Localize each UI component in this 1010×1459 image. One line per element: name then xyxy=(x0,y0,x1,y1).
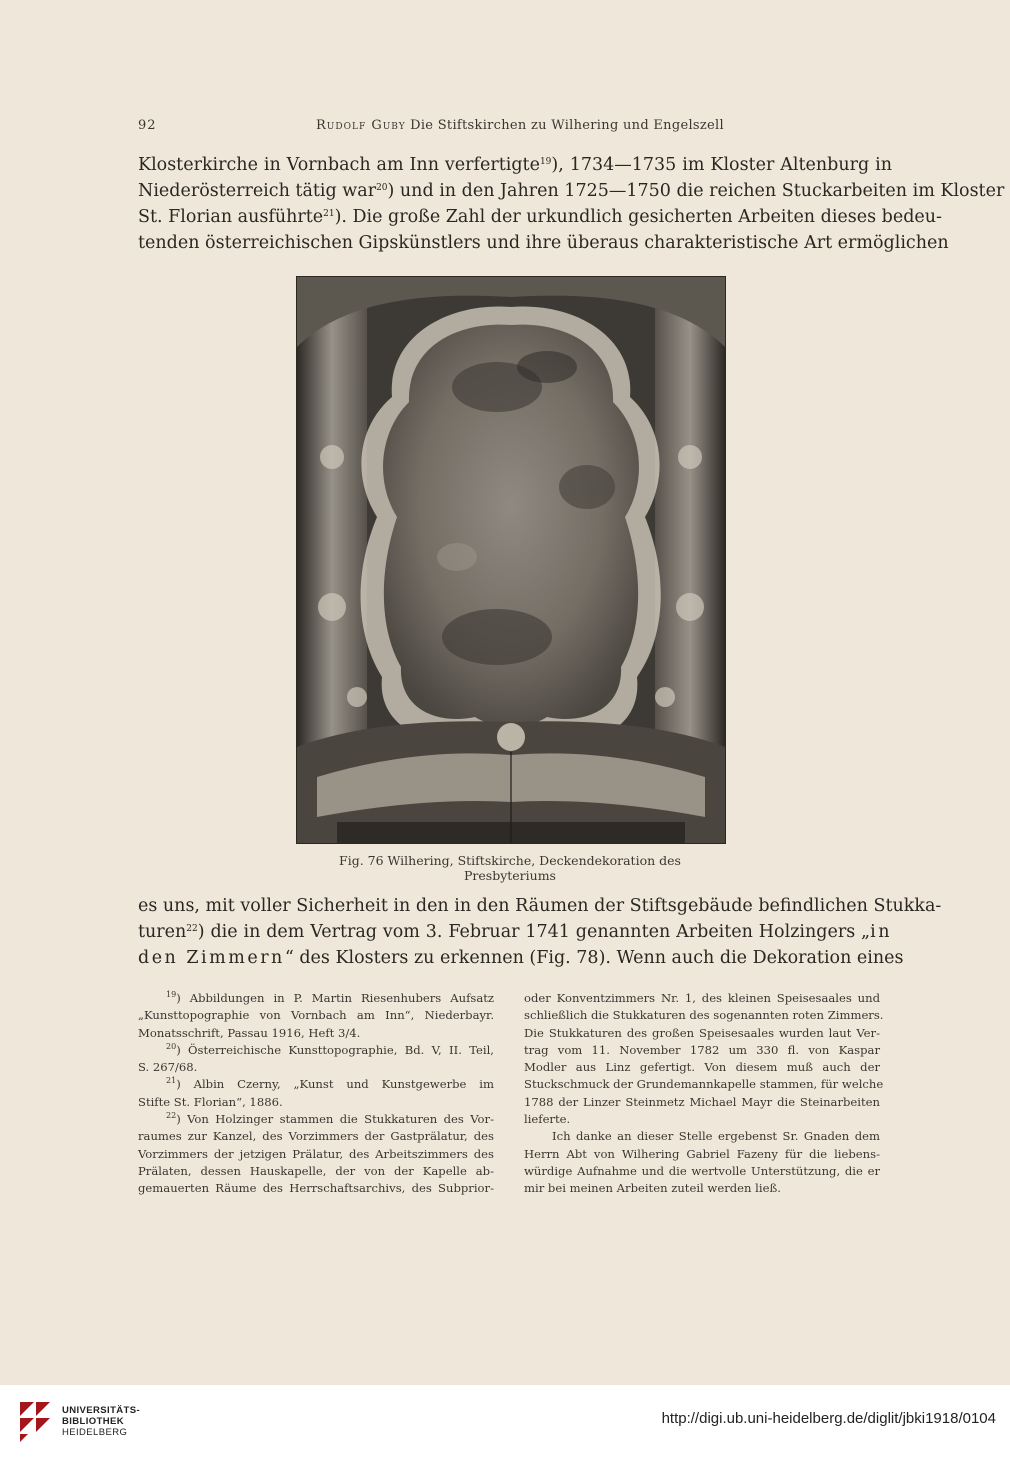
footnote-line: $^{22}$) Von Holzinger stammen die Stukkaturen des Vor- xyxy=(166,1111,494,1127)
footnote-line: „Kunsttopographie von Vornbach am Inn“, Niederbayr. xyxy=(138,1008,494,1023)
footnote-line: 1788 der Linzer Steinmetz Michael Mayr die Steinarbeiten xyxy=(524,1094,880,1109)
running-title-text: Die Stiftskirchen zu Wilhering und Engelszell xyxy=(410,118,724,133)
footnote-line: S. 267/68. xyxy=(138,1060,198,1075)
footnote-line: Prälaten, dessen Hauskapelle, der von der Kapelle ab- xyxy=(138,1163,494,1178)
footnote-line: Vorzimmers der jetzigen Prälatur, des Arbeitszimmers des xyxy=(138,1146,494,1161)
footnote-line: Modler aus Linz gefertigt. Von diesem muß auch der xyxy=(524,1060,880,1075)
footnote-line: oder Konventzimmers Nr. 1, des kleinen Speisesaales und xyxy=(524,991,880,1005)
library-name: UNIVERSITÄTS- BIBLIOTHEK HEIDELBERG xyxy=(62,1405,141,1438)
paragraph-1 xyxy=(138,152,1005,256)
footnote-line: lieferte. xyxy=(524,1112,571,1127)
footnote-ref-22: 22 xyxy=(186,924,198,934)
running-head xyxy=(138,118,892,134)
text-line: den Zimmern“ des Klosters zu erkennen (Fig. 78). Wenn auch die Dekoration eines xyxy=(138,948,904,968)
footnotes-left-column xyxy=(138,990,494,1198)
library-logo-icon xyxy=(20,1402,54,1442)
text-line: turen$^{22}$) die in dem Vertrag vom 3. Februar 1741 genannten Arbeiten Holzingers „in xyxy=(138,922,892,942)
footnote-line: Ich danke an dieser Stelle ergebenst Sr. Gnaden dem xyxy=(552,1129,880,1144)
footnote-line: würdige Aufnahme und die wertvolle Unterstützung, die er xyxy=(524,1163,880,1178)
footnote-line: trag vom 11. November 1782 um 330 fl. von Kaspar xyxy=(524,1042,880,1057)
footnote-line: Stifte St. Florian“, 1886. xyxy=(138,1094,283,1109)
footnote-line: Herrn Abt von Wilhering Gabriel Fazeny für die liebens- xyxy=(524,1146,880,1161)
figure-caption: Fig. 76 Wilhering, Stiftskirche, Deckendekoration des Presbyteriums xyxy=(339,853,681,883)
footnote-line: Stuckschmuck der Grundemannkapelle stammen, für welche xyxy=(524,1077,884,1092)
text-line: es uns, mit voller Sicherheit in den in den Räumen der Stiftsgebäude befindlichen Stukka- xyxy=(138,896,942,916)
footnote-line: $^{21}$) Albin Czerny, „Kunst und Kunstgewerbe im xyxy=(166,1076,494,1092)
paragraph-2 xyxy=(138,893,942,971)
footnote-line: mir bei meinen Arbeiten zuteil werden ließ. xyxy=(524,1181,781,1196)
text-line: St. Florian ausführte$^{21}$). Die große Zahl der urkundlich gesicherten Arbeiten dieses bedeu- xyxy=(138,207,942,227)
footnotes-right-column xyxy=(524,990,884,1198)
page-number: 92 xyxy=(138,118,157,133)
running-title xyxy=(316,118,724,133)
footnote-line: Monatsschrift, Passau 1916, Heft 3/4. xyxy=(138,1025,361,1040)
footnote-ref-19: 19 xyxy=(539,157,552,167)
footnote-line: raumes zur Kanzel, des Vorzimmers der Gastprälatur, des xyxy=(138,1129,494,1144)
footnote-ref-20: 20 xyxy=(376,183,388,193)
footnote-line: $^{20}$) Österreichische Kunsttopographie, Bd. V, II. Teil, xyxy=(166,1041,494,1057)
text-line: Niederösterreich tätig war$^{20}$) und in den Jahren 1725—1750 die reichen Stuckarbeiten im Kloster xyxy=(138,181,1005,201)
footnote-ref-21: 21 xyxy=(323,209,335,219)
running-author: Rudolf Guby xyxy=(316,118,406,133)
text-line: tenden österreichischen Gipskünstlers und ihre überaus charakteristische Art ermöglichen xyxy=(138,233,949,253)
ceiling-fresco-photo xyxy=(296,276,726,844)
footnote-line: $^{19}$) Abbildungen in P. Martin Riesenhubers Aufsatz xyxy=(166,990,494,1005)
library-footer xyxy=(0,1385,1010,1459)
source-url-link[interactable]: http://digi.ub.uni-heidelberg.de/diglit/jbki1918/0104 xyxy=(661,1410,996,1427)
text-line: Klosterkirche in Vornbach am Inn verfertigte$^{19}$), 1734—1735 im Kloster Altenburg in xyxy=(138,155,892,175)
footnote-line: schließlich die Stukkaturen des sogenannten roten Zimmers. xyxy=(524,1008,884,1023)
footnote-line: Die Stukkaturen des großen Speisesaales wurden laut Ver- xyxy=(524,1025,880,1040)
footnote-line: gemauerten Räume des Herrschaftsarchivs, des Subprior- xyxy=(138,1181,494,1196)
